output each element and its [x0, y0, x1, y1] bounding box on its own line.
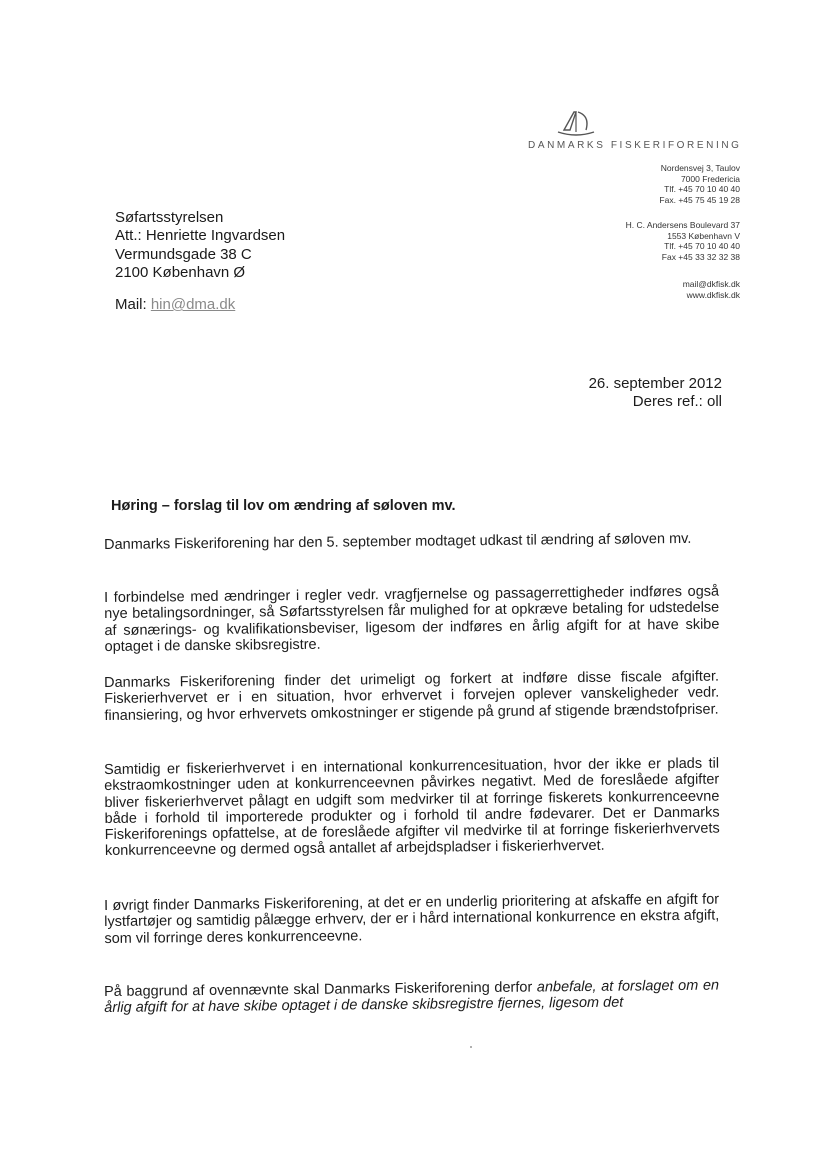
- contact-info: [683, 279, 740, 300]
- body-paragraph-1: Danmarks Fiskeriforening har den 5. september modtaget udkast til ændring af søloven mv.: [104, 530, 692, 553]
- address-line: Tlf. +45 70 10 40 40: [664, 241, 740, 252]
- recipient-address: [115, 209, 285, 282]
- recipient-line: 2100 København Ø: [115, 263, 246, 281]
- mail-address-link[interactable]: hin@dma.dk: [150, 296, 236, 313]
- body-paragraph-4: Samtidig er fiskerierhvervet i en international konkurrencesituation, hvor der ikke er plads til ekstraomkostninger uden at konkurrenceevnen påvirkes negativt. Med de foreslåede afgifter bliver fiskerierhvervet pålagt en udgift som medvirker til at forringe fiskerets konkurrenceevne både i forhold til importerede produkter og i forhold til andre fødevarer. Det er Danmarks Fiskeriforenings opfattelse, at de foreslåede afgifter vil medvirke til at forringe fiskerierhvervets konkurrenceevne og dermed også antallet af arbejdspladser i fiskerierhvervet.: [104, 755, 720, 860]
- address-line: 1553 København V: [667, 230, 740, 241]
- body-paragraph-2: I forbindelse med ændringer i regler vedr. vragfjernelse og passagerrettigheder indføres også nye betalingsordninger, så Søfartsstyrelsen får mulighed for at opkræve betaling for udstedelse af sønærings- og kvalifikationsbeviser, ligesom der indføres en årlig afgift for at have skibe optaget i de danske skibsregistre.: [104, 583, 720, 655]
- office-address-fredericia: [659, 163, 740, 205]
- body-paragraph-5: I øvrigt finder Danmarks Fiskeriforening, at det er en underlig prioritering at afskaffe en afgift for lystfartøjer og samtidig pålægge erhverv, der er i hård international konkurrence en ekstra afgift, som vil forringe deres konkurrenceevne.: [104, 891, 720, 947]
- organization-name: DANMARKS FISKERIFORENING: [528, 140, 742, 151]
- letter-subject: Høring – forslag til lov om ændring af søloven mv.: [111, 498, 456, 514]
- recipient-line: Søfartsstyrelsen: [115, 209, 224, 226]
- letter-date: 26. september 2012: [588, 375, 722, 392]
- recipient-mail: [115, 296, 235, 313]
- recipient-line: Vermundsgade 38 C: [115, 245, 252, 263]
- office-address-copenhagen: [626, 220, 740, 262]
- address-line: Fax. +45 75 45 19 28: [659, 194, 740, 205]
- contact-website: www.dkfisk.dk: [686, 289, 740, 300]
- address-line: Nordensvej 3, Taulov: [660, 163, 740, 173]
- contact-email: mail@dkfisk.dk: [682, 279, 740, 289]
- organization-logo-icon: [556, 108, 596, 138]
- address-line: Tlf. +45 70 10 40 40: [664, 184, 740, 195]
- recipient-line: Att.: Henriette Ingvardsen: [115, 227, 286, 245]
- date-block: [589, 375, 722, 410]
- address-line: H. C. Andersens Boulevard 37: [625, 220, 740, 230]
- paragraph-text: På baggrund af ovennævnte skal Danmarks Fiskeriforening derfor: [104, 979, 537, 1000]
- mail-label: Mail:: [115, 296, 147, 313]
- body-paragraph-6: [104, 978, 719, 1017]
- address-line: Fax +45 33 32 32 38: [661, 251, 740, 262]
- body-paragraph-3: Danmarks Fiskeriforening finder det urimeligt og forkert at indføre disse fiscale afgifter. Fiskerierhvervet er i en situation, hvor erhvervet i forvejen oplever vanskeligheder vedr. finansiering, og hvor erhvervets omkostninger er stigende på grund af stigende brændstofpriser.: [104, 668, 720, 724]
- scan-speck: [470, 1046, 472, 1048]
- paragraph-emphasis: anbefale, at forslaget om en årlig afgift for at have skibe optaget i de danske skibsregistre fjernes, ligesom det: [104, 977, 720, 1017]
- address-line: 7000 Fredericia: [680, 173, 740, 184]
- reference: Deres ref.: oll: [632, 392, 722, 410]
